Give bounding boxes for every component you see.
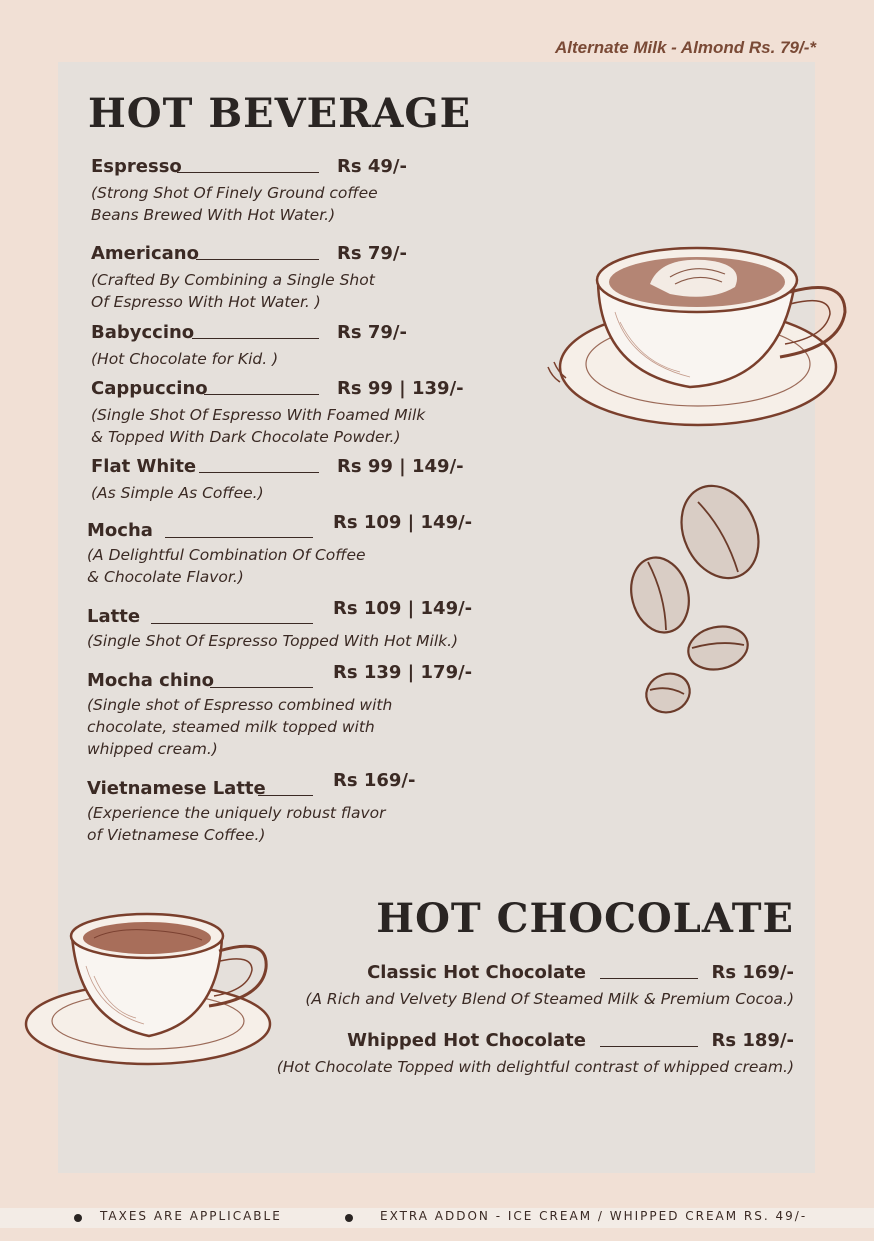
item-description: (Single Shot Of Espresso With Foamed Milk & Topped With Dark Chocolate Powder.): [91, 406, 426, 446]
leader-line: [196, 259, 319, 260]
item-description: (Experience the uniquely robust flavor of Vietnamese Coffee.): [87, 804, 386, 844]
leader-line: [151, 623, 313, 624]
item-name: Mocha chino: [87, 670, 215, 691]
menu-item-classic-hot-chocolate: [254, 962, 794, 1010]
leader-line: [210, 687, 313, 688]
item-description: (Hot Chocolate for Kid. ): [91, 350, 279, 368]
menu-item-americano: [91, 243, 407, 313]
menu-item-whipped-hot-chocolate: [254, 1030, 794, 1078]
item-name: Classic Hot Chocolate: [367, 962, 586, 983]
item-price: Rs 109 | 149/-: [333, 598, 473, 619]
hot-beverage-title: HOT BEVERAGE: [88, 90, 472, 137]
taxes-note: TAXES ARE APPLICABLE: [100, 1209, 282, 1223]
item-price: Rs 189/-: [711, 1030, 794, 1051]
item-price: Rs 109 | 149/-: [333, 512, 473, 533]
item-price: Rs 49/-: [337, 156, 407, 177]
item-price: Rs 169/-: [333, 770, 416, 791]
menu-item-espresso: [91, 156, 407, 226]
item-description: (As Simple As Coffee.): [91, 484, 264, 502]
item-name: Cappuccino: [91, 378, 208, 399]
item-name: Whipped Hot Chocolate: [347, 1030, 586, 1051]
hot-chocolate-title: HOT CHOCOLATE: [376, 895, 794, 942]
item-price: Rs 139 | 179/-: [333, 662, 473, 683]
item-price: Rs 79/-: [337, 243, 407, 264]
item-name: Vietnamese Latte: [87, 778, 266, 799]
latte-art-cup-icon: [540, 232, 855, 437]
item-description: (Single shot of Espresso combined with chocolate, steamed milk topped with whipped cream.): [87, 696, 393, 758]
item-price: Rs 99 | 149/-: [337, 456, 464, 477]
extra-addon-note: EXTRA ADDON - ICE CREAM / WHIPPED CREAM RS. 49/-: [380, 1209, 808, 1223]
item-description: (Crafted By Combining a Single Shot Of Espresso With Hot Water. ): [91, 271, 375, 311]
item-name: Espresso: [91, 156, 182, 177]
menu-item-vietnamese-latte: [87, 770, 416, 846]
item-name: Babyccino: [91, 322, 195, 343]
bullet-icon: [74, 1214, 82, 1222]
leader-line: [199, 472, 319, 473]
leader-line: [258, 795, 313, 796]
menu-item-mocha: [87, 512, 473, 588]
item-description: (A Rich and Velvety Blend Of Steamed Milk & Premium Cocoa.): [305, 990, 794, 1008]
menu-item-cappuccino: [91, 378, 464, 448]
item-price: Rs 169/-: [711, 962, 794, 983]
leader-line: [177, 172, 319, 173]
menu-item-latte: [87, 598, 473, 652]
item-name: Mocha: [87, 520, 153, 541]
hot-chocolate-cup-icon: [24, 906, 276, 1071]
item-price: Rs 79/-: [337, 322, 407, 343]
leader-line: [600, 1046, 698, 1047]
item-description: (Single Shot Of Espresso Topped With Hot Milk.): [87, 632, 459, 650]
alternate-milk-note: Alternate Milk - Almond Rs. 79/-*: [554, 38, 816, 57]
item-description: (A Delightful Combination Of Coffee & Chocolate Flavor.): [87, 546, 366, 586]
leader-line: [192, 338, 319, 339]
item-price: Rs 99 | 139/-: [337, 378, 464, 399]
item-description: (Strong Shot Of Finely Ground coffee Beans Brewed With Hot Water.): [91, 184, 378, 224]
bullet-icon: [345, 1214, 353, 1222]
item-description: (Hot Chocolate Topped with delightful contrast of whipped cream.): [276, 1058, 794, 1076]
menu-item-babyccino: [91, 322, 407, 370]
item-name: Latte: [87, 606, 141, 627]
coffee-beans-icon: [620, 480, 780, 720]
menu-item-flat-white: [91, 456, 464, 504]
leader-line: [600, 978, 698, 979]
leader-line: [165, 537, 313, 538]
leader-line: [204, 394, 319, 395]
item-name: Americano: [91, 243, 199, 264]
menu-item-mocha-chino: [87, 662, 473, 760]
item-name: Flat White: [91, 456, 197, 477]
